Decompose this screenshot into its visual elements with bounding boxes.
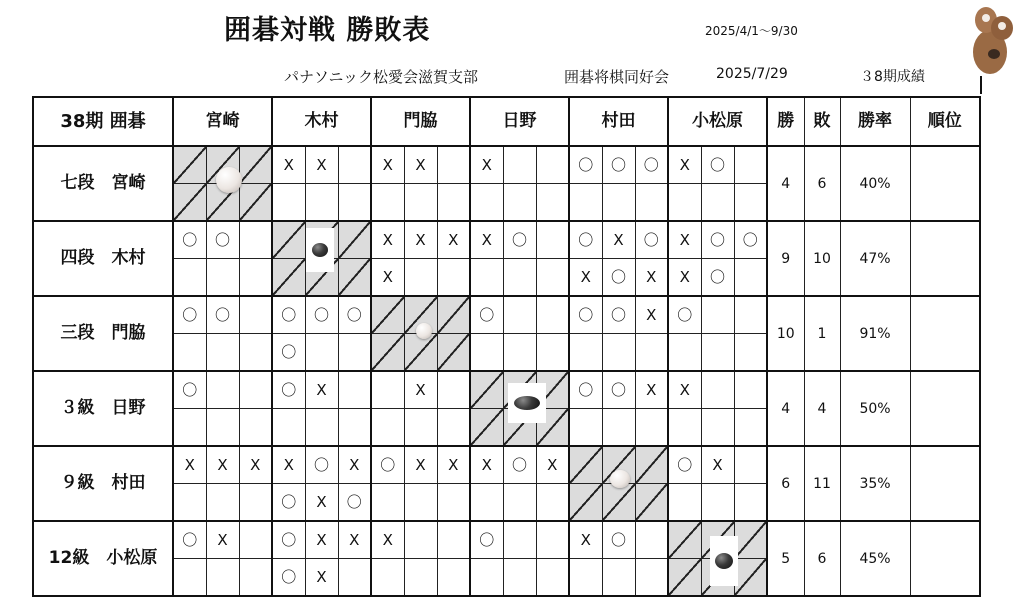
- page-title: 囲碁対戦 勝敗表: [224, 15, 431, 46]
- losses-value: 11: [804, 446, 840, 521]
- result-cell: [536, 559, 569, 597]
- result-cell: X: [371, 146, 404, 184]
- result-cell: 〇: [272, 559, 305, 597]
- result-cell: 〇: [701, 259, 734, 297]
- result-cell: [206, 559, 239, 597]
- result-cell: 〇: [602, 371, 635, 409]
- result-cell: [734, 334, 767, 372]
- rank-value: [910, 296, 980, 371]
- result-cell: [338, 409, 371, 447]
- result-cell: X: [272, 446, 305, 484]
- result-cell: 〇: [569, 296, 602, 334]
- result-cell: 〇: [173, 371, 206, 409]
- result-cell: [536, 334, 569, 372]
- rank-value: [910, 446, 980, 521]
- self-match-cell: [602, 484, 635, 522]
- result-cell: [206, 371, 239, 409]
- result-cell: [239, 559, 272, 597]
- result-cell: [734, 446, 767, 484]
- result-cell: 〇: [503, 221, 536, 259]
- result-cell: [635, 409, 668, 447]
- result-cell: 〇: [503, 446, 536, 484]
- result-cell: 〇: [668, 296, 701, 334]
- result-cell: [734, 371, 767, 409]
- result-cell: [668, 184, 701, 222]
- table-row: [33, 521, 980, 559]
- rate-value: 35%: [840, 446, 910, 521]
- result-cell: [668, 409, 701, 447]
- separator-line: [980, 76, 982, 94]
- losses-value: 4: [804, 371, 840, 446]
- result-cell: [734, 409, 767, 447]
- result-cell: [536, 184, 569, 222]
- self-match-cell: [470, 409, 503, 447]
- result-cell: 〇: [602, 521, 635, 559]
- result-cell: X: [701, 446, 734, 484]
- result-cell: 〇: [602, 296, 635, 334]
- self-match-cell: [371, 334, 404, 372]
- result-cell: [701, 409, 734, 447]
- result-cell: 〇: [338, 296, 371, 334]
- result-cell: 〇: [602, 259, 635, 297]
- result-cell: [470, 259, 503, 297]
- opponent-header: 村田: [569, 97, 668, 146]
- self-match-cell: [470, 371, 503, 409]
- white-stone-icon: [416, 323, 432, 339]
- result-cell: [437, 146, 470, 184]
- club-name: パナソニック松愛会滋賀支部: [284, 68, 478, 86]
- result-cell: [701, 184, 734, 222]
- result-cell: X: [569, 521, 602, 559]
- result-cell: [503, 259, 536, 297]
- result-cell: 〇: [173, 521, 206, 559]
- result-cell: [437, 409, 470, 447]
- result-cell: X: [404, 446, 437, 484]
- result-cell: [635, 521, 668, 559]
- result-cell: [371, 484, 404, 522]
- result-cell: 〇: [305, 446, 338, 484]
- result-cell: [239, 296, 272, 334]
- self-match-cell: [338, 259, 371, 297]
- result-cell: [173, 334, 206, 372]
- result-cell: [668, 334, 701, 372]
- result-cell: X: [569, 259, 602, 297]
- rate-value: 47%: [840, 221, 910, 296]
- result-cell: 〇: [272, 334, 305, 372]
- result-cell: X: [437, 446, 470, 484]
- result-cell: X: [668, 259, 701, 297]
- result-cell: X: [635, 259, 668, 297]
- player-name: ３級 日野: [33, 371, 173, 446]
- losses-value: 6: [804, 146, 840, 221]
- result-cell: X: [437, 221, 470, 259]
- result-cell: 〇: [272, 296, 305, 334]
- rank-header: 順位: [910, 97, 980, 146]
- result-cell: [437, 184, 470, 222]
- result-cell: [173, 484, 206, 522]
- player-name: ９級 村田: [33, 446, 173, 521]
- result-cell: [437, 259, 470, 297]
- result-cell: 〇: [569, 146, 602, 184]
- result-cell: [305, 184, 338, 222]
- self-match-cell: [437, 334, 470, 372]
- opponent-header: 宮崎: [173, 97, 272, 146]
- result-cell: X: [272, 146, 305, 184]
- result-cell: 〇: [173, 221, 206, 259]
- result-cell: X: [668, 371, 701, 409]
- result-cell: [734, 296, 767, 334]
- result-cell: [470, 184, 503, 222]
- result-cell: [734, 484, 767, 522]
- result-cell: X: [305, 559, 338, 597]
- result-cell: [239, 371, 272, 409]
- result-cell: [602, 409, 635, 447]
- result-cell: X: [371, 221, 404, 259]
- result-cell: X: [173, 446, 206, 484]
- result-cell: [701, 371, 734, 409]
- result-cell: [602, 184, 635, 222]
- result-cell: [206, 484, 239, 522]
- result-cell: [371, 371, 404, 409]
- self-match-cell: [635, 484, 668, 522]
- result-cell: [536, 146, 569, 184]
- result-cell: 〇: [569, 221, 602, 259]
- result-cell: X: [668, 221, 701, 259]
- table-corner-label: 38期 囲碁: [33, 97, 173, 146]
- rate-header: 勝率: [840, 97, 910, 146]
- result-cell: [437, 484, 470, 522]
- result-cell: [503, 559, 536, 597]
- result-cell: X: [305, 484, 338, 522]
- table-row: [33, 371, 980, 409]
- result-cell: X: [635, 296, 668, 334]
- period-range: 2025/4/1～9/30: [705, 24, 798, 38]
- stone-photo-frame: [306, 228, 334, 272]
- result-cell: X: [404, 146, 437, 184]
- result-cell: [404, 184, 437, 222]
- wins-value: 9: [767, 221, 804, 296]
- result-cell: [404, 409, 437, 447]
- rank-value: [910, 521, 980, 596]
- self-match-cell: [173, 184, 206, 222]
- self-match-cell: [404, 334, 437, 372]
- result-cell: X: [338, 521, 371, 559]
- stone-photo-frame: [710, 536, 738, 586]
- result-cell: 〇: [602, 146, 635, 184]
- result-cell: [305, 409, 338, 447]
- result-cell: [734, 184, 767, 222]
- white-stone-icon: [216, 167, 242, 193]
- result-cell: [536, 296, 569, 334]
- term-record-label: ３8期成績: [860, 69, 925, 85]
- self-match-cell: [635, 446, 668, 484]
- self-match-cell: [668, 559, 701, 597]
- result-cell: [503, 521, 536, 559]
- player-name: 四段 木村: [33, 221, 173, 296]
- stone-photo-frame: [508, 383, 546, 423]
- results-table: [32, 96, 981, 597]
- result-cell: 〇: [338, 484, 371, 522]
- result-cell: 〇: [668, 446, 701, 484]
- result-cell: [470, 484, 503, 522]
- opponent-header: 門脇: [371, 97, 470, 146]
- self-match-cell: [272, 259, 305, 297]
- self-match-cell: [338, 221, 371, 259]
- result-cell: [272, 409, 305, 447]
- player-name: 三段 門脇: [33, 296, 173, 371]
- black-stone-icon: [312, 243, 328, 257]
- result-cell: [404, 484, 437, 522]
- result-cell: [239, 221, 272, 259]
- result-cell: [272, 184, 305, 222]
- losses-header: 敗: [804, 97, 840, 146]
- report-date: 2025/7/29: [716, 66, 788, 82]
- black-stone-icon: [514, 396, 540, 410]
- result-cell: [173, 409, 206, 447]
- result-cell: [206, 334, 239, 372]
- result-cell: [701, 334, 734, 372]
- result-cell: 〇: [272, 521, 305, 559]
- result-cell: [635, 334, 668, 372]
- self-match-cell: [569, 446, 602, 484]
- result-cell: [338, 146, 371, 184]
- player-name: 12級 小松原: [33, 521, 173, 596]
- result-cell: X: [206, 521, 239, 559]
- result-cell: [536, 484, 569, 522]
- result-cell: [239, 409, 272, 447]
- result-cell: [569, 559, 602, 597]
- losses-value: 1: [804, 296, 840, 371]
- opponent-header: 日野: [470, 97, 569, 146]
- wins-value: 5: [767, 521, 804, 596]
- result-cell: 〇: [470, 521, 503, 559]
- result-cell: X: [371, 259, 404, 297]
- result-cell: [536, 521, 569, 559]
- result-cell: [404, 259, 437, 297]
- rate-value: 45%: [840, 521, 910, 596]
- self-match-cell: [569, 484, 602, 522]
- rank-value: [910, 221, 980, 296]
- losses-value: 6: [804, 521, 840, 596]
- result-cell: [371, 184, 404, 222]
- result-cell: X: [536, 446, 569, 484]
- result-cell: X: [404, 221, 437, 259]
- result-cell: [470, 559, 503, 597]
- result-cell: X: [305, 371, 338, 409]
- self-match-cell: [734, 521, 767, 559]
- result-cell: [503, 296, 536, 334]
- black-stone-icon: [715, 553, 733, 569]
- result-cell: X: [668, 146, 701, 184]
- result-cell: X: [470, 146, 503, 184]
- opponent-header: 小松原: [668, 97, 767, 146]
- result-cell: [569, 409, 602, 447]
- result-cell: X: [371, 521, 404, 559]
- result-cell: [239, 334, 272, 372]
- result-cell: [239, 521, 272, 559]
- self-match-cell: [437, 296, 470, 334]
- result-cell: [602, 334, 635, 372]
- wins-value: 4: [767, 371, 804, 446]
- result-cell: 〇: [569, 371, 602, 409]
- player-name: 七段 宮崎: [33, 146, 173, 221]
- result-cell: [536, 221, 569, 259]
- result-cell: X: [404, 371, 437, 409]
- result-cell: [173, 259, 206, 297]
- wins-value: 10: [767, 296, 804, 371]
- result-cell: X: [305, 146, 338, 184]
- self-match-cell: [668, 521, 701, 559]
- wins-value: 6: [767, 446, 804, 521]
- self-match-cell: [173, 146, 206, 184]
- table-row: [33, 221, 980, 259]
- result-cell: [635, 184, 668, 222]
- wins-value: 4: [767, 146, 804, 221]
- result-cell: X: [470, 446, 503, 484]
- result-cell: [371, 559, 404, 597]
- rank-value: [910, 371, 980, 446]
- self-match-cell: [272, 221, 305, 259]
- result-cell: X: [602, 221, 635, 259]
- rank-value: [910, 146, 980, 221]
- result-cell: 〇: [470, 296, 503, 334]
- result-cell: 〇: [635, 146, 668, 184]
- rate-value: 91%: [840, 296, 910, 371]
- result-cell: [569, 334, 602, 372]
- result-cell: [173, 559, 206, 597]
- result-cell: [734, 146, 767, 184]
- result-cell: X: [239, 446, 272, 484]
- result-cell: X: [305, 521, 338, 559]
- result-cell: [338, 559, 371, 597]
- result-cell: [701, 484, 734, 522]
- group-name: 囲碁将棋同好会: [564, 68, 670, 86]
- result-cell: 〇: [305, 296, 338, 334]
- rate-value: 40%: [840, 146, 910, 221]
- result-cell: [404, 559, 437, 597]
- result-cell: 〇: [371, 446, 404, 484]
- result-cell: [404, 521, 437, 559]
- result-cell: 〇: [206, 296, 239, 334]
- table-row: [33, 296, 980, 334]
- result-cell: 〇: [734, 221, 767, 259]
- result-cell: [206, 259, 239, 297]
- result-cell: [239, 259, 272, 297]
- result-cell: X: [470, 221, 503, 259]
- result-cell: X: [635, 371, 668, 409]
- result-cell: [437, 559, 470, 597]
- opponent-header: 木村: [272, 97, 371, 146]
- table-row: [33, 146, 980, 184]
- result-cell: 〇: [173, 296, 206, 334]
- result-cell: 〇: [701, 146, 734, 184]
- result-cell: [536, 259, 569, 297]
- result-cell: [503, 184, 536, 222]
- rate-value: 50%: [840, 371, 910, 446]
- result-cell: 〇: [635, 221, 668, 259]
- result-cell: [701, 296, 734, 334]
- wins-header: 勝: [767, 97, 804, 146]
- result-cell: X: [338, 446, 371, 484]
- result-cell: 〇: [701, 221, 734, 259]
- result-cell: [437, 521, 470, 559]
- result-cell: [338, 184, 371, 222]
- result-cell: [602, 559, 635, 597]
- result-cell: [338, 334, 371, 372]
- result-cell: [734, 259, 767, 297]
- result-cell: 〇: [272, 484, 305, 522]
- result-cell: 〇: [272, 371, 305, 409]
- result-cell: 〇: [206, 221, 239, 259]
- result-cell: [305, 334, 338, 372]
- result-cell: X: [206, 446, 239, 484]
- result-cell: [470, 334, 503, 372]
- result-cell: [668, 484, 701, 522]
- go-stones-decoration-icon: [964, 4, 1020, 76]
- result-cell: [239, 484, 272, 522]
- self-match-cell: [239, 146, 272, 184]
- table-row: [33, 446, 980, 484]
- losses-value: 10: [804, 221, 840, 296]
- self-match-cell: [371, 296, 404, 334]
- result-cell: [371, 409, 404, 447]
- result-cell: [437, 371, 470, 409]
- result-cell: [338, 371, 371, 409]
- result-cell: [206, 409, 239, 447]
- self-match-cell: [239, 184, 272, 222]
- result-cell: [503, 146, 536, 184]
- result-cell: [503, 334, 536, 372]
- result-cell: [503, 484, 536, 522]
- self-match-cell: [734, 559, 767, 597]
- result-cell: [569, 184, 602, 222]
- result-cell: [635, 559, 668, 597]
- white-stone-icon: [610, 470, 630, 488]
